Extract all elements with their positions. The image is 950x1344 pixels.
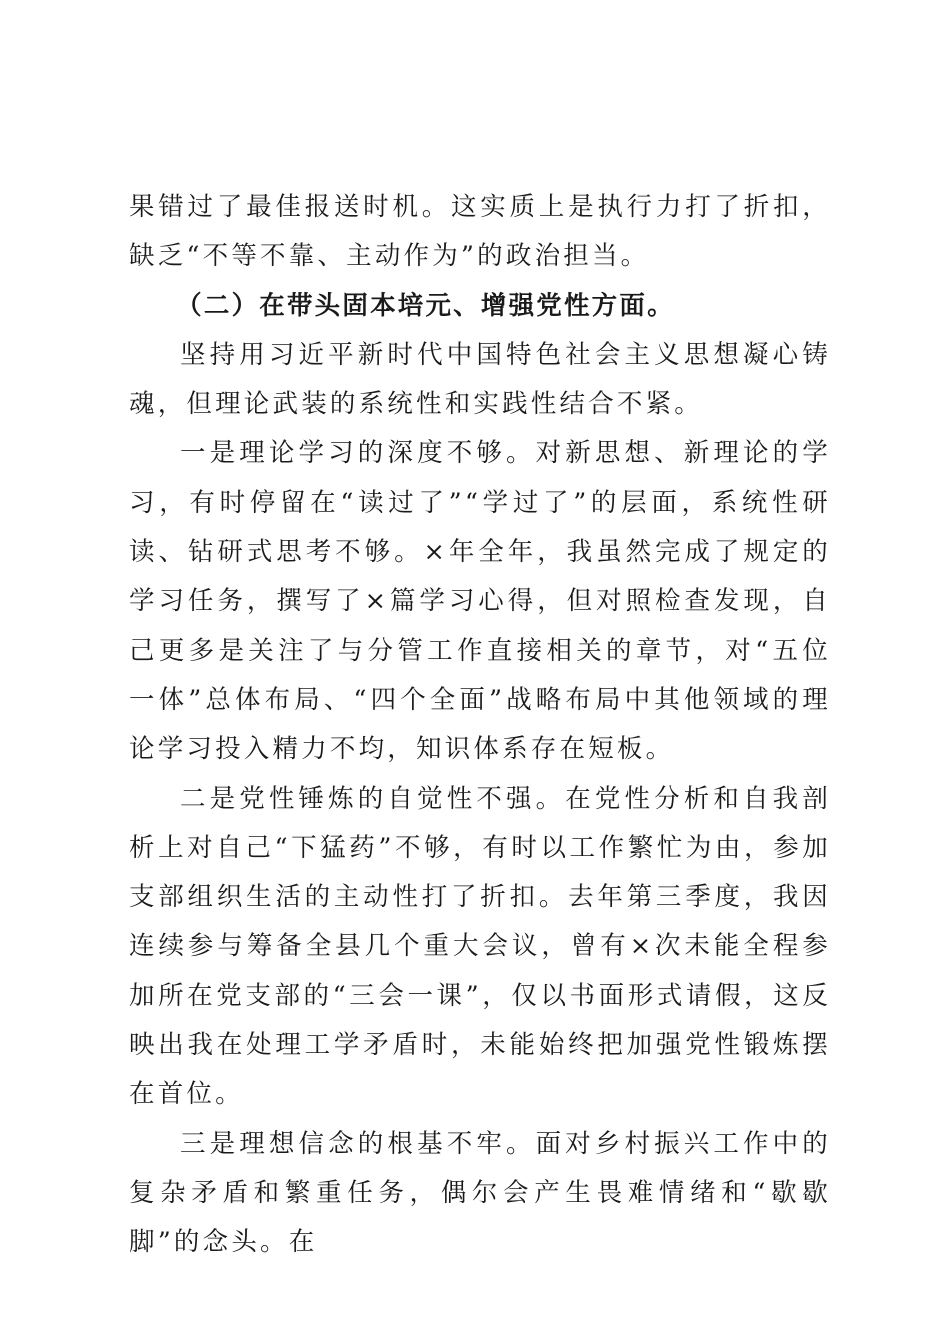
paragraph-intro: 坚持用习近平新时代中国特色社会主义思想凝心铸魂，但理论武装的系统性和实践性结合不紧。 [129,339,831,420]
section-heading: （二）在带头固本培元、增强党性方面。 [176,290,675,321]
paragraph-point-two: 二是党性锤炼的自觉性不强。在党性分析和自我剖析上对自己“下猛药”不够，有时以工作繁忙为由，参加支部组织生活的主动性打了折扣。去年第三季度，我因连续参与筹备全县几个重大会议，曾有×次未能全程参加所在党支部的“三会一课”，仅以书面形式请假，这反映出我在处理工学矛盾时，未能始终把加强党性锻炼摆在首位。 [129,783,831,1110]
paragraph-continuation: 果错过了最佳报送时机。这实质上是执行力打了折扣，缺乏“不等不靠、主动作为”的政治担当。 [129,192,831,272]
paragraph-point-one: 一是理论学习的深度不够。对新思想、新理论的学习，有时停留在“读过了”“学过了”的层面，系统性研读、钻研式思考不够。×年全年，我虽然完成了规定的学习任务，撰写了×篇学习心得，但对照检查发现，自己更多是关注了与分管工作直接相关的章节，对“五位一体”总体布局、“四个全面”战略布局中其他领域的理论学习投入精力不均，知识体系存在短板。 [129,438,831,765]
paragraph-point-three: 三是理想信念的根基不牢。面对乡村振兴工作中的复杂矛盾和繁重任务，偶尔会产生畏难情绪和“歇歇脚”的念头。在 [129,1128,831,1258]
document-body [129,183,831,1268]
